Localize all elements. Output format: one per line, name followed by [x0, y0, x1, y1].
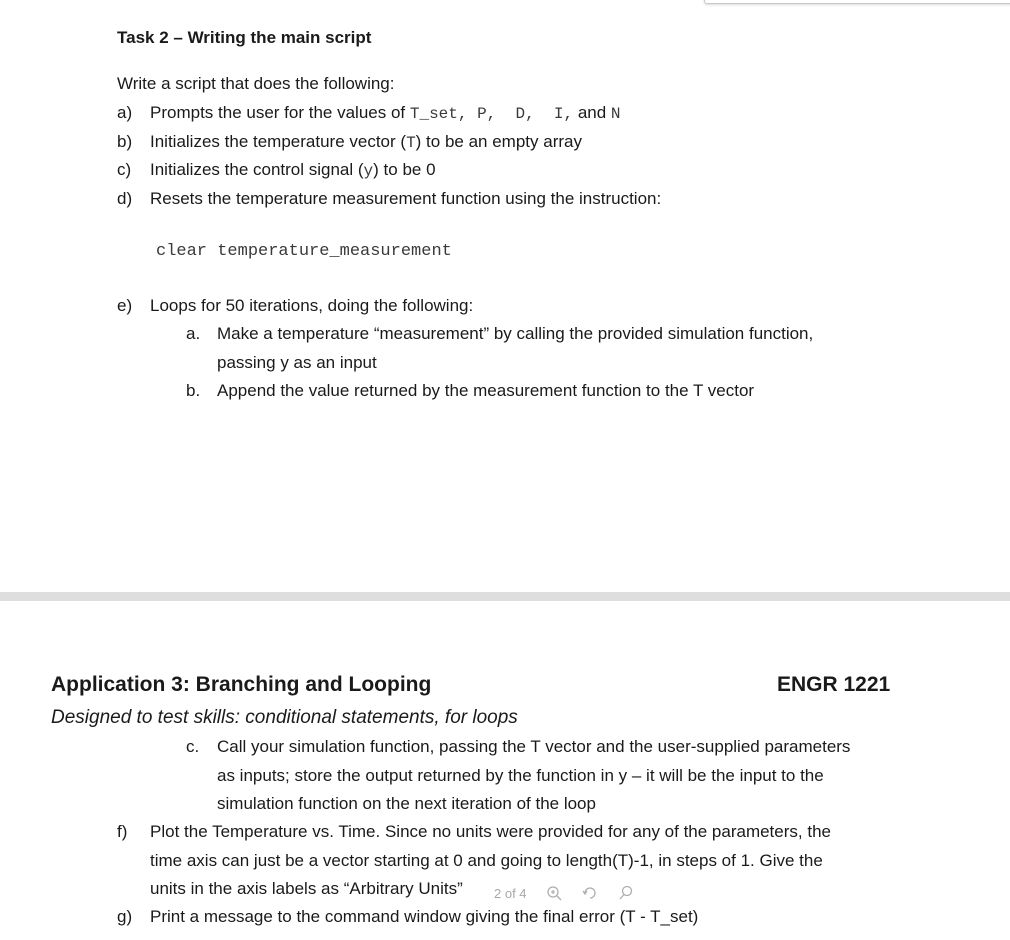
sub-item-b: Append the value returned by the measurement function to the T vector — [217, 381, 755, 400]
item-b-text: Initializes the temperature vector ( — [150, 132, 407, 151]
window-frame-edge — [704, 0, 1010, 4]
item-b-code: T — [406, 134, 416, 152]
item-a-code: T_set, P, D, I, — [409, 105, 574, 123]
list-marker-f: f) — [117, 822, 128, 841]
search-icon[interactable] — [617, 884, 635, 902]
list-marker-a: a) — [117, 103, 133, 122]
item-b-text-after: ) to be an empty array — [415, 132, 582, 151]
list-item-e: Loops for 50 iterations, doing the following: — [150, 296, 474, 315]
list-marker-d: d) — [117, 189, 133, 208]
list-item-g: Print a message to the command window giving the final error (T - T_set) — [150, 907, 699, 926]
item-c-text: Initializes the control signal ( — [150, 160, 364, 179]
list-item-c — [150, 160, 436, 180]
application-title: Application 3: Branching and Looping — [51, 673, 432, 696]
application-subtitle: Designed to test skills: conditional statements, for loops — [51, 707, 518, 728]
list-marker-e: e) — [117, 296, 133, 315]
intro-text: Write a script that does the following: — [117, 74, 395, 93]
sub-item-c-line2: as inputs; store the output returned by the function in y – it will be the input to the — [217, 766, 824, 785]
sub-marker-a: a. — [186, 324, 201, 343]
list-item-b — [150, 132, 582, 152]
list-item-a — [150, 103, 621, 123]
item-c-text-after: ) to be 0 — [373, 160, 436, 179]
page-indicator: 2 of 4 — [494, 885, 527, 901]
code-line: clear temperature_measurement — [156, 242, 452, 261]
list-item-f-line2: time axis can just be a vector starting at 0 and going to length(T)-1, in steps of 1. Give the — [150, 851, 823, 870]
sub-item-c-line3: simulation function on the next iteration of the loop — [217, 794, 596, 813]
list-marker-g: g) — [117, 907, 133, 926]
item-a-code-n: N — [610, 105, 621, 123]
list-marker-b: b) — [117, 132, 133, 151]
zoom-in-icon[interactable] — [545, 884, 563, 902]
rotate-icon[interactable] — [581, 884, 599, 902]
sub-item-c-line1: Call your simulation function, passing the T vector and the user-supplied parameters — [217, 737, 851, 756]
list-item-d: Resets the temperature measurement function using the instruction: — [150, 189, 662, 208]
sub-marker-c: c. — [186, 737, 200, 756]
item-a-text: Prompts the user for the values of — [150, 103, 410, 122]
list-marker-c: c) — [117, 160, 132, 179]
list-item-f-line3: units in the axis labels as “Arbitrary Units” — [150, 879, 463, 898]
sub-item-a-line1: Make a temperature “measurement” by calling the provided simulation function, — [217, 324, 814, 343]
course-code: ENGR 1221 — [777, 673, 891, 696]
task-heading: Task 2 – Writing the main script — [117, 28, 372, 47]
item-a-and: and — [573, 103, 611, 122]
list-item-f-line1: Plot the Temperature vs. Time. Since no units were provided for any of the parameters, the — [150, 822, 831, 841]
viewer-toolbar — [484, 878, 674, 908]
sub-item-a-line2: passing y as an input — [217, 353, 377, 372]
item-c-code: y — [363, 162, 374, 180]
page-divider — [0, 592, 1010, 601]
sub-marker-b: b. — [186, 381, 201, 400]
